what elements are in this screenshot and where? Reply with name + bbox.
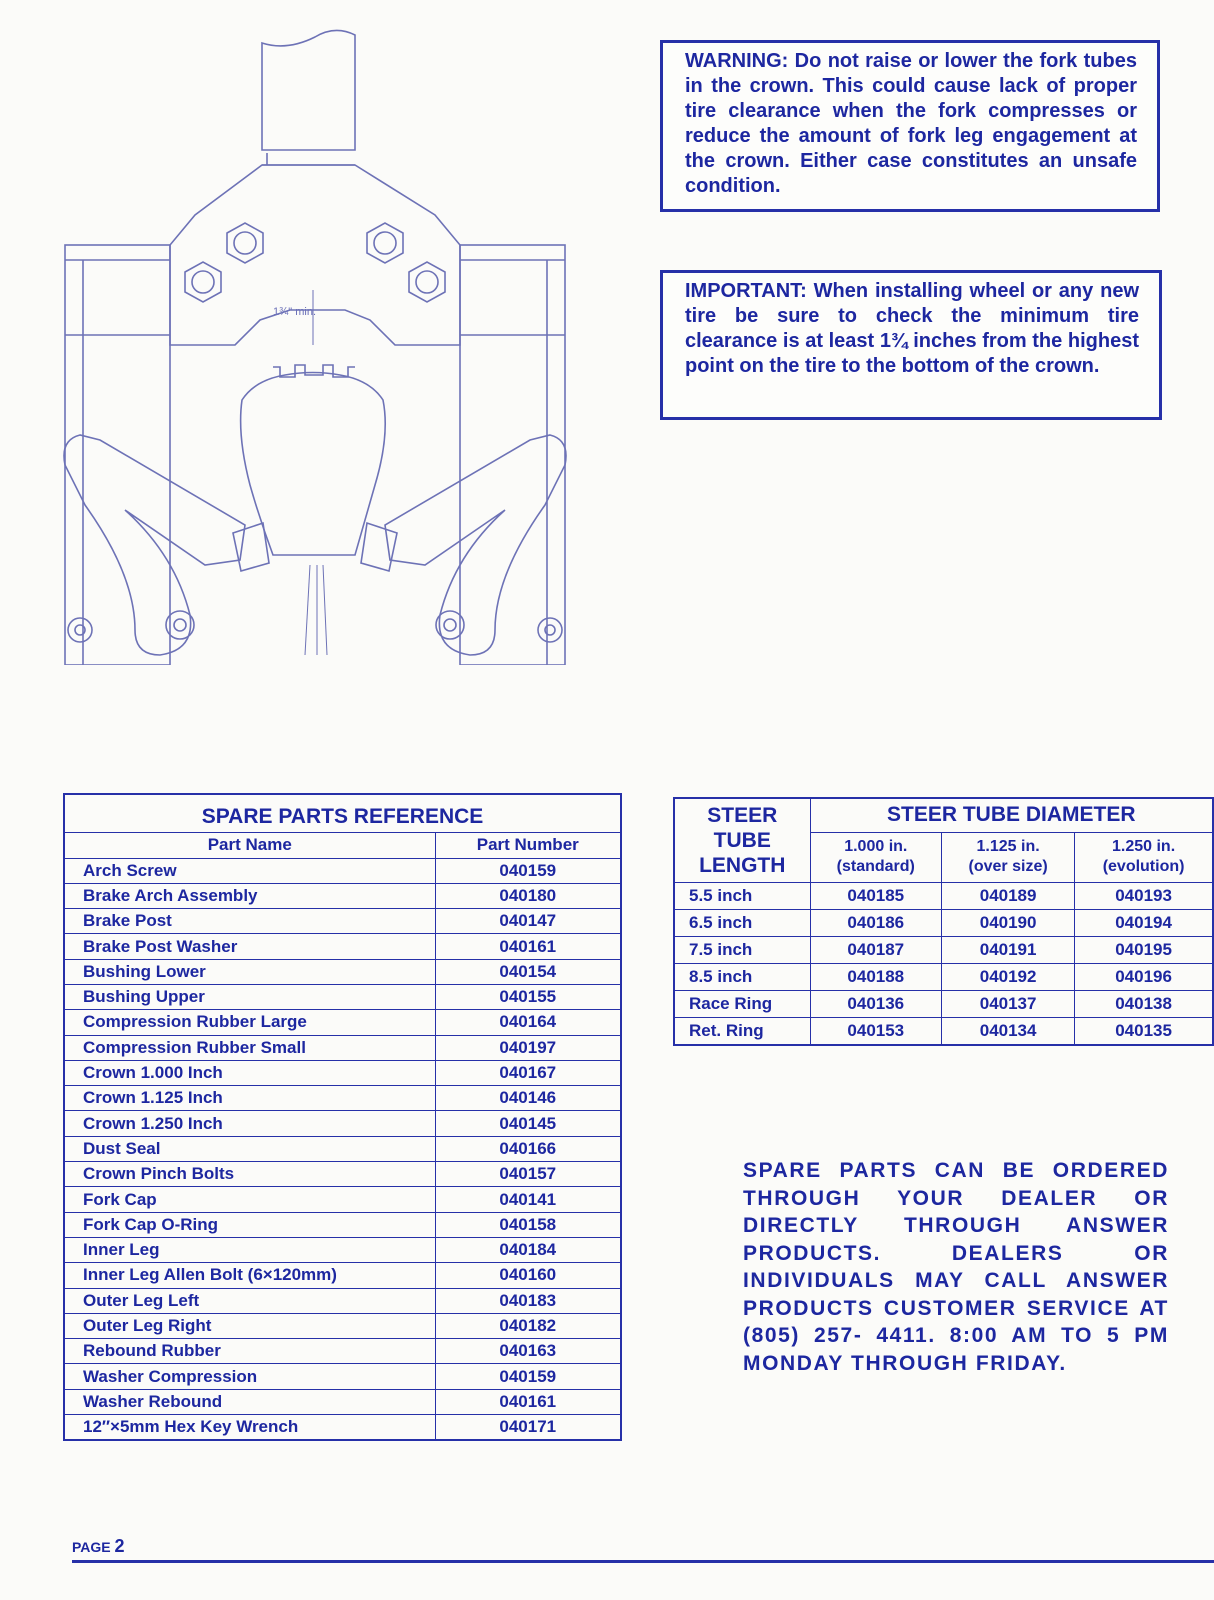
steer-tube-length-header: STEER TUBE LENGTH [674,798,810,883]
table-row: Crown 1.250 Inch 040145 [64,1111,621,1136]
table-row: Race Ring 040136 040137 040138 [674,991,1213,1018]
steer-tube-diameter-header: STEER TUBE DIAMETER [810,798,1213,832]
table-row: Crown 1.000 Inch 040167 [64,1060,621,1085]
table-row: Inner Leg 040184 [64,1237,621,1262]
diameter-column-header: 1.250 in. (evolution) [1075,832,1213,883]
table-row: Crown Pinch Bolts 040157 [64,1162,621,1187]
table-row: Compression Rubber Large 040164 [64,1010,621,1035]
table-row: Outer Leg Left 040183 [64,1288,621,1313]
table-row: Outer Leg Right 040182 [64,1313,621,1338]
table-row: Crown 1.125 Inch 040146 [64,1086,621,1111]
part-number-header: Part Number [435,832,621,858]
table-row: Bushing Lower 040154 [64,959,621,984]
table-row: Compression Rubber Small 040197 [64,1035,621,1060]
steer-tube-table [673,797,1214,1046]
table-row: 6.5 inch 040186 040190 040194 [674,910,1213,937]
table-row: Arch Screw 040159 [64,858,621,883]
important-text: IMPORTANT: When installing wheel or any new tire be sure to check the minimum tire clearance is at least 1¾ inches from the highest point on the tire to the bottom of the crown. [685,280,1139,377]
table-row: Rebound Rubber 040163 [64,1339,621,1364]
page-number: PAGE 2 [72,1536,125,1556]
part-name-header: Part Name [64,832,435,858]
table-row: Fork Cap O-Ring 040158 [64,1212,621,1237]
warning-box [660,40,1160,212]
table-row: Washer Rebound 040161 [64,1389,621,1414]
important-box [660,270,1162,420]
warning-text: WARNING: Do not raise or lower the fork tubes in the crown. This could cause lack of proper tire clearance when the fork compresses or reduce the amount of fork leg engagement at the crown. Either case constitutes an unsafe condition. [685,50,1137,197]
footer-divider [72,1560,1214,1563]
table-row: 12″×5mm Hex Key Wrench 040171 [64,1415,621,1440]
diameter-column-header: 1.125 in. (over size) [942,832,1075,883]
fork-crown-diagram [55,15,595,665]
table-row: Fork Cap 040141 [64,1187,621,1212]
table-row: Dust Seal 040166 [64,1136,621,1161]
table-row: Brake Post 040147 [64,909,621,934]
table-row: Brake Post Washer 040161 [64,934,621,959]
table-row: Washer Compression 040159 [64,1364,621,1389]
table-row: Brake Arch Assembly 040180 [64,883,621,908]
table-row: Inner Leg Allen Bolt (6×120mm) 040160 [64,1263,621,1288]
ordering-note: SPARE PARTS CAN BE ORDERED THROUGH YOUR DEALER OR DIRECTLY THROUGH ANSWER PRODUCTS. DEALERS OR INDIVIDUALS MAY CALL ANSWER PRODUCTS CUSTOMER SERVICE AT (805) 257- 4411. 8:00 AM TO 5 PM MONDAY THROUGH FRIDAY. [743,1159,1169,1375]
table-row: 5.5 inch 040185 040189 040193 [674,883,1213,910]
table-row: 7.5 inch 040187 040191 040195 [674,937,1213,964]
table-row: 8.5 inch 040188 040192 040196 [674,964,1213,991]
spare-parts-title: SPARE PARTS REFERENCE [64,794,621,832]
dimension-label: 1¾" min. [273,306,317,318]
diameter-column-header: 1.000 in. (standard) [810,832,942,883]
table-row: Ret. Ring 040153 040134 040135 [674,1018,1213,1045]
spare-parts-table [63,793,622,1441]
table-row: Bushing Upper 040155 [64,984,621,1009]
